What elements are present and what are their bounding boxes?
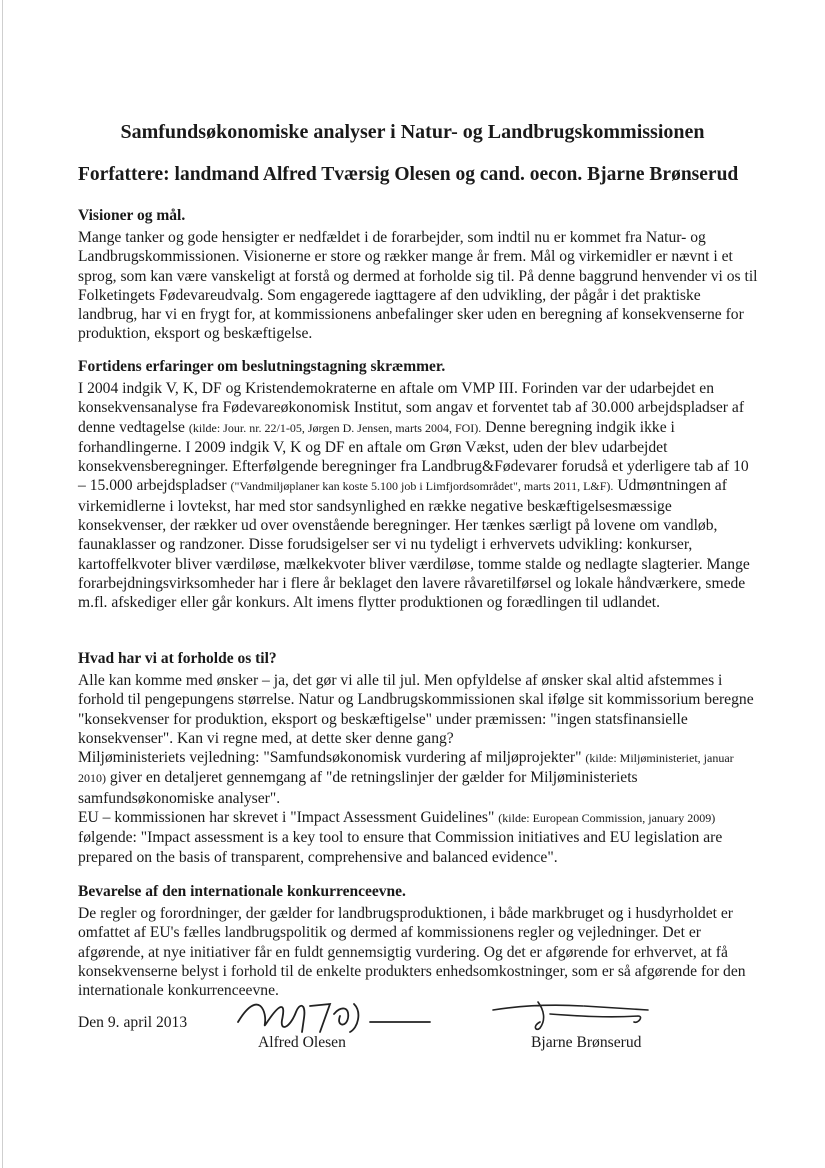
signatory-name: Bjarne Brønserud <box>531 1034 642 1051</box>
section-heading: Fortidens erfaringer om beslutningstagning skræmmer. <box>78 358 446 375</box>
document-title: Samfundsøkonomiske analyser i Natur- og Landbrugskommissionen <box>120 121 705 143</box>
body-text: EU – kommissionen har skrevet i "Impact Assessment Guidelines" <box>78 809 495 827</box>
source-citation: (kilde: Miljøministeriet, januar 2010) <box>78 751 734 786</box>
section-past-experience <box>78 357 758 613</box>
document-authors: Forfattere: landmand Alfred Tværsig Olesen og cand. oecon. Bjarne Brønserud <box>78 164 739 185</box>
section-heading: Bevarelse af den internationale konkurrenceevne. <box>78 883 406 900</box>
signature-bjarne-bronserud <box>488 996 668 1036</box>
section-body: De regler og forordninger, der gælder for landbrugsproduktionen, i både markbruget og i husdyrholdet er omfattet af EU's fælles landbrugspolitik og dermed af kommissionens regler og vejledninger. Det er afgørende, at nye initiativer får en fuldt gennemsigtig vurdering. Og det er afgørende for erhvervet, at få konsekvenserne belyst i forhold til de enkelte produkters enhedsomkostninger, som er så afgørende for den internationale konkurrenceevne. <box>78 905 746 1000</box>
section-body: Mange tanker og gode hensigter er nedfældet i de forarbejder, som indtil nu er kommet fra Natur- og Landbrugskommissionen. Visionerne er store og rækker mange år frem. Mål og virkemidler er nævnt i et sprog, som kan være vanskeligt at forstå og dermed at forholde sig til. På denne baggrund henvender vi os til Folketingets Fødevareudvalg. Som engagerede iagttagere af den udvikling, der pågår i det praktiske landbrug, har vi en frygt for, at kommissionens anbefalinger sker uden en beregning af konsekvenserne for produktion, eksport og beskæftigelse. <box>78 229 758 343</box>
section-visions <box>78 206 758 344</box>
scan-edge-line <box>2 0 3 1168</box>
body-text: følgende: "Impact assessment is a key tool to ensure that Commission initiatives and EU legislation are prepared on the basis of transparent, comprehensive and balanced evidence". <box>78 829 723 866</box>
body-text: Alle kan komme med ønsker – ja, det gør vi alle til jul. Men opfyldelse af ønsker skal altid afstemmes i forhold til pengepungens størrelse. Natur og Landbrugskommissionen skal ifølge sit kommissorium beregne "konsekvenser for produktion, eksport og beskæftigelse" under præmissen: "ingen statsfinansielle konsekvenser". Kan vi regne med, at dette sker denne gang? <box>78 672 754 747</box>
signature-date: Den 9. april 2013 <box>78 1014 188 1031</box>
section-heading: Visioner og mål. <box>78 207 186 224</box>
section-heading: Hvad har vi at forholde os til? <box>78 650 277 667</box>
source-citation: (kilde: Jour. nr. 22/1-05, Jørgen D. Jensen, marts 2004, FOI). <box>188 420 482 435</box>
section-body <box>78 379 758 613</box>
body-text: I 2004 indgik V, K, DF og Kristendemokraterne en aftale om VMP III. Forinden var der udarbejdet en konsekvensanalyse fra Fødevareøkonomisk Institut, som angav et forventet tab af 30.000 arbejdspladser af denne vedtagelse <box>78 380 745 436</box>
signatory-name: Alfred Olesen <box>258 1034 346 1051</box>
source-citation: (kilde: European Commission, january 2009) <box>498 811 716 826</box>
source-citation: ("Vandmiljøplaner kan koste 5.100 job i Limfjordsområdet", marts 2011, L&F). <box>230 479 614 494</box>
section-what-to-relate-to <box>78 649 758 867</box>
body-text: Miljøministeriets vejledning: "Samfundsøkonomisk vurdering af miljøprojekter" <box>78 749 582 767</box>
body-text: giver en detaljeret gennemgang af "de retningslinjer der gælder for Miljøministeriets samfundsøkonomiske analyser". <box>78 769 638 807</box>
body-text: Denne beregning indgik ikke i forhandlingerne. I 2009 indgik V, K og DF en aftale om Grøn Vækst, uden der blev udarbejdet konsekvensberegninger. Efterfølgende beregninger fra Landbrug&Fødevarer forudså et yderligere tab af 10 – 15.000 arbejdspladser <box>78 418 749 495</box>
section-body <box>78 671 758 867</box>
section-competitiveness <box>78 882 758 1000</box>
body-text: Udmøntningen af virkemidlerne i lovtekst, har med stor sandsynlighed en række negative beskæftigelsesmæssige konsekvenser, der rækker ud over ovenstående beregninger. Her tænkes særligt på lovene om vandløb, faunaklasser og randzoner. Disse forudsigelser ser vi nu tydeligt i erhvervets udvikling: konkurser, kartoffelkvoter bliver værdiløse, mælkekvoter bliver værdiløse, tomme stalde og nedlagte slagterier. Mange forarbejdningsvirksomheder har i flere år beklaget den lavere råvaretilførsel og lokale håndværkere, smede m.fl. afskediger eller går konkurs. Alt imens flytter produktionen og forædlingen til udlandet. <box>78 477 750 612</box>
